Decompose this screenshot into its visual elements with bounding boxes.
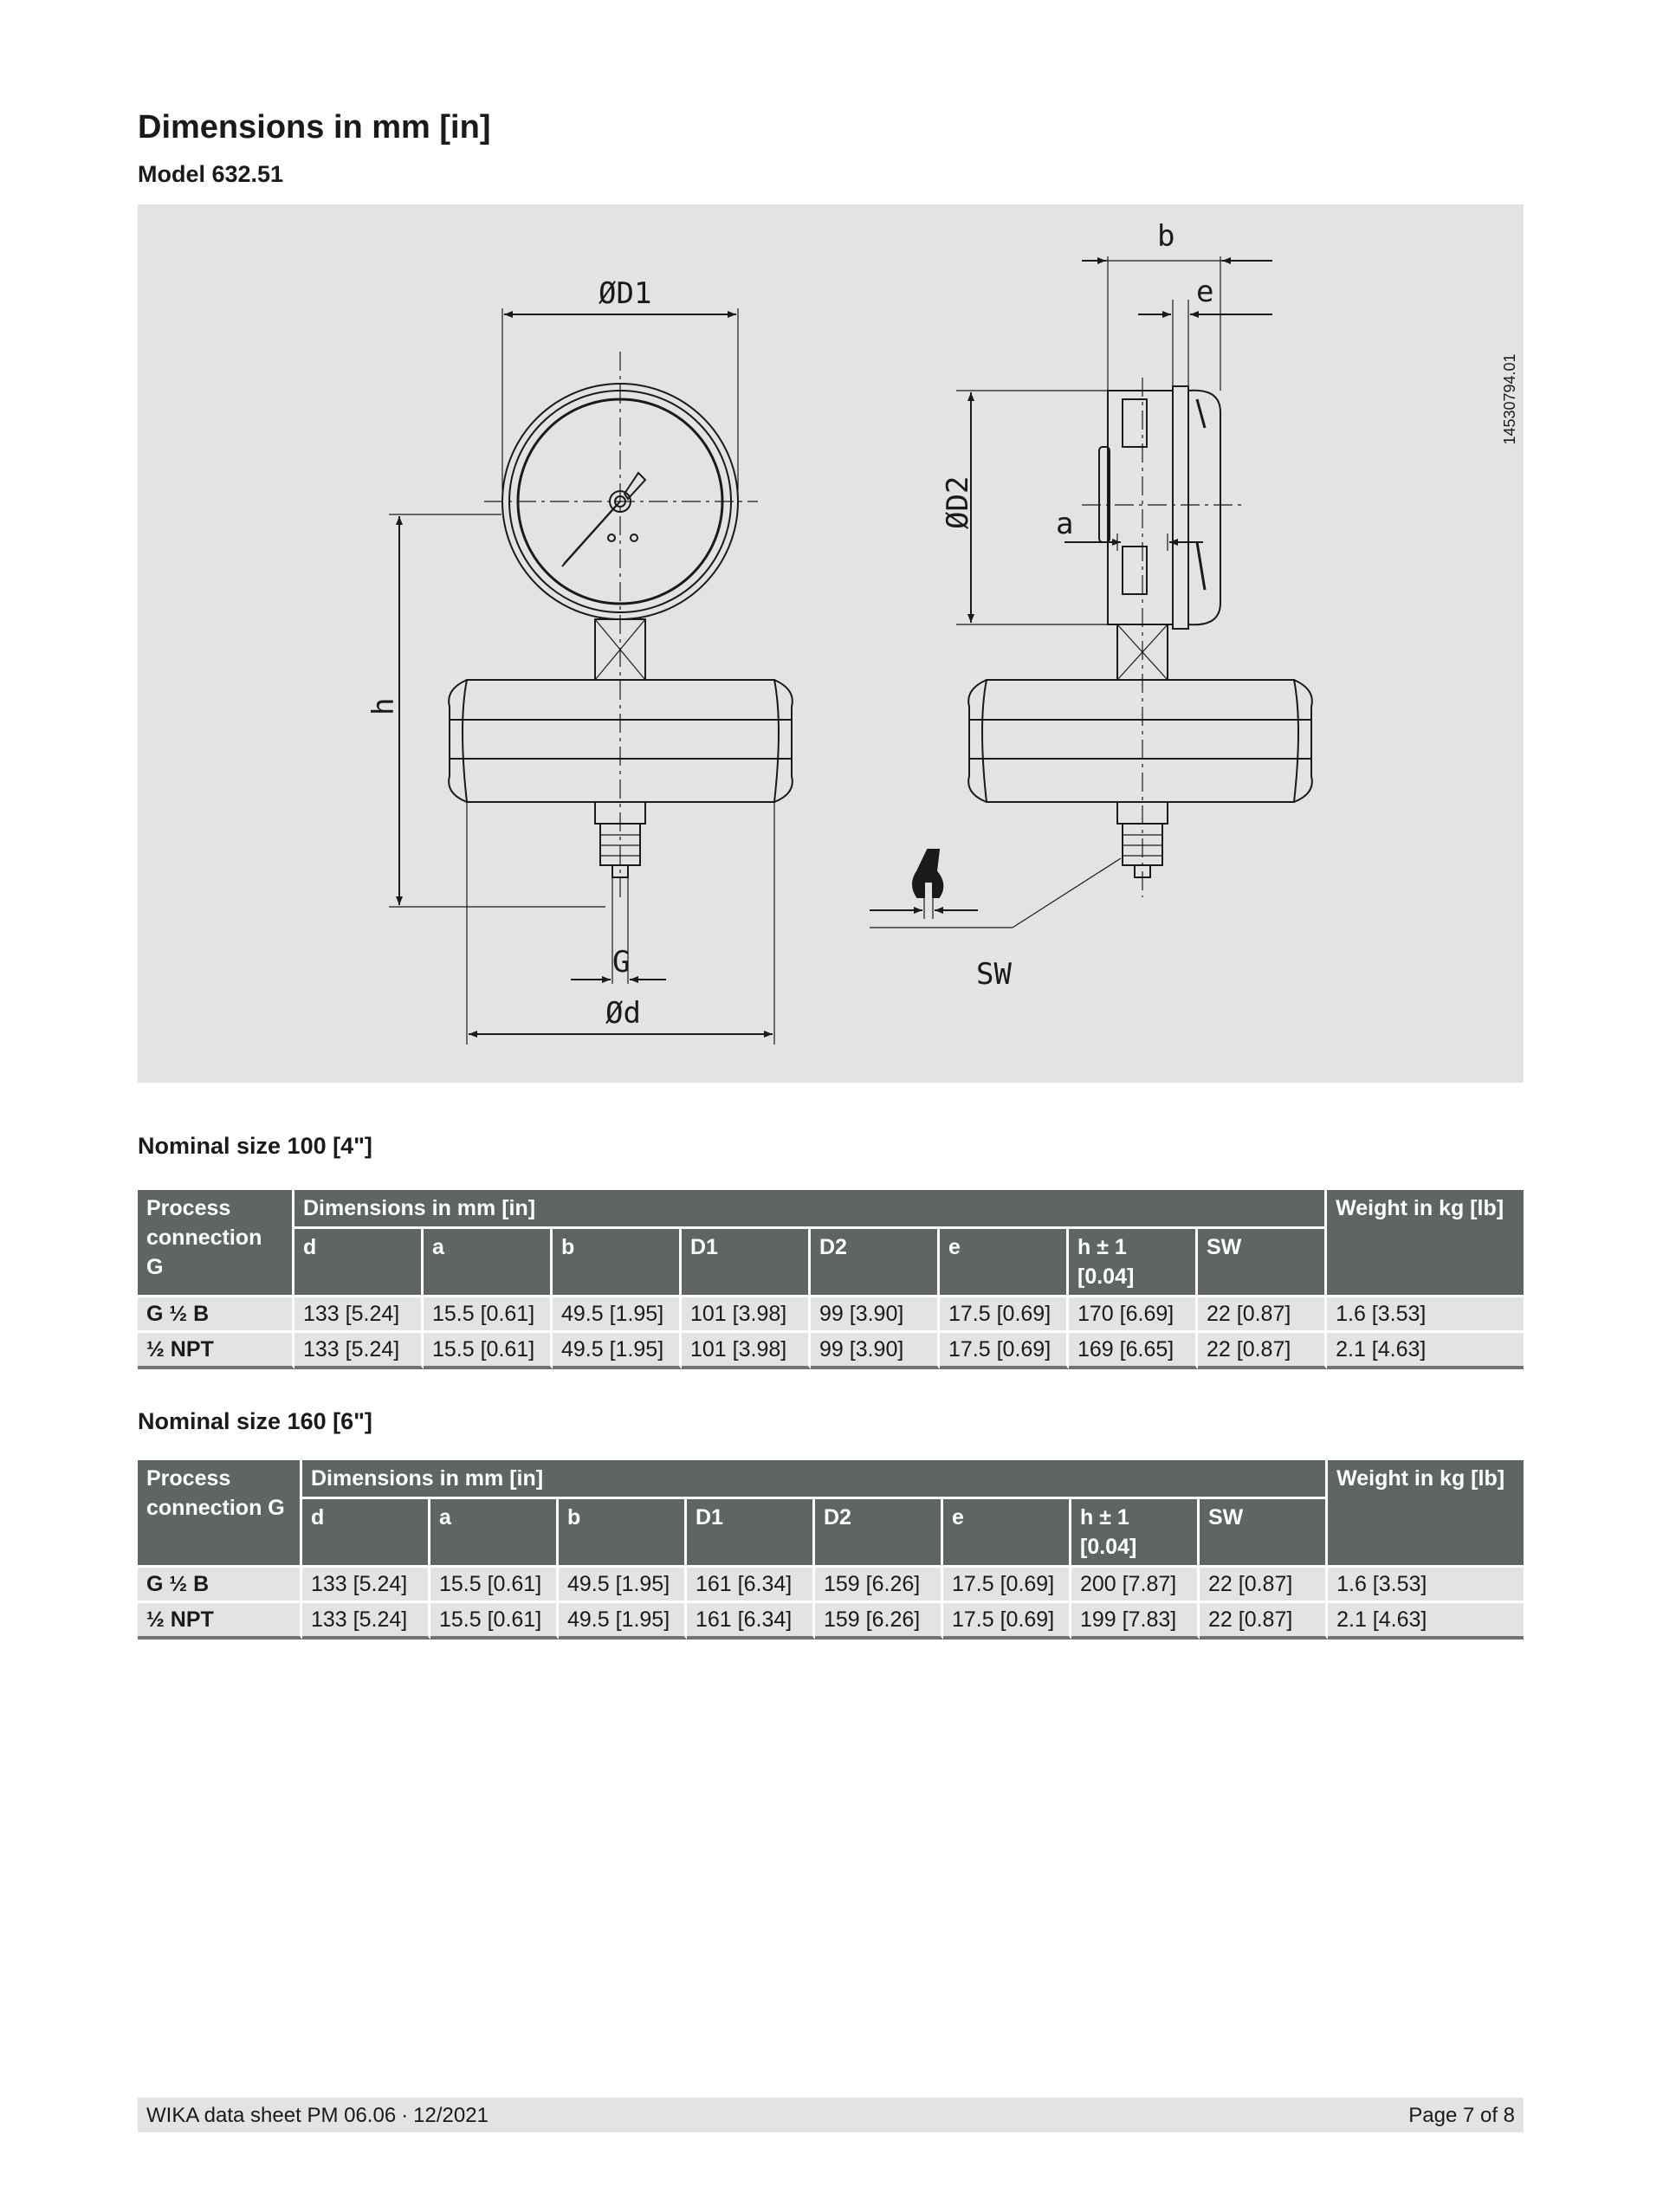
header-weight: Weight in kg [lb] bbox=[1328, 1460, 1524, 1568]
table-cell: 49.5 [1.95] bbox=[559, 1568, 687, 1603]
drawing-number: 14530794.01 bbox=[1501, 353, 1518, 445]
header-process-connection: Process connection G bbox=[138, 1460, 302, 1568]
table-cell: 2.1 [4.63] bbox=[1327, 1333, 1524, 1369]
table-cell: ½ NPT bbox=[138, 1603, 302, 1640]
table-cell: 200 [7.87] bbox=[1071, 1568, 1200, 1603]
dimension-drawing-svg bbox=[138, 204, 1524, 1083]
table-cell: 99 [3.90] bbox=[811, 1333, 940, 1369]
table-cell: 17.5 [0.69] bbox=[940, 1297, 1069, 1333]
table-row bbox=[138, 1297, 1524, 1333]
label-b: b bbox=[1157, 219, 1175, 254]
table-row bbox=[138, 1603, 1524, 1640]
side-dimensions bbox=[870, 256, 1272, 928]
table-cell: 22 [0.87] bbox=[1200, 1603, 1328, 1640]
label-d: Ød bbox=[605, 996, 641, 1031]
table-cell: 15.5 [0.61] bbox=[424, 1297, 553, 1333]
page-title: Dimensions in mm [in] bbox=[138, 109, 491, 146]
table-row bbox=[138, 1568, 1524, 1603]
table-cell: 161 [6.34] bbox=[687, 1568, 815, 1603]
section-title-size-100: Nominal size 100 [4"] bbox=[138, 1133, 372, 1159]
header-process-connection: Process connection G bbox=[138, 1190, 294, 1297]
header-col-a: a bbox=[424, 1229, 553, 1297]
table-cell: ½ NPT bbox=[138, 1333, 294, 1369]
label-e: e bbox=[1196, 275, 1214, 309]
table-cell: 49.5 [1.95] bbox=[553, 1333, 682, 1369]
header-col-SW: SW bbox=[1198, 1229, 1327, 1297]
table-cell: 49.5 [1.95] bbox=[559, 1603, 687, 1640]
table-cell: 15.5 [0.61] bbox=[424, 1333, 553, 1369]
header-col-D1: D1 bbox=[682, 1229, 811, 1297]
front-view bbox=[449, 352, 793, 897]
label-a: a bbox=[1056, 507, 1074, 541]
table-cell: 99 [3.90] bbox=[811, 1297, 940, 1333]
header-dimensions: Dimensions in mm [in] bbox=[302, 1460, 1328, 1499]
table-cell: 133 [5.24] bbox=[294, 1297, 424, 1333]
label-h: h bbox=[366, 697, 401, 715]
table-cell: G ½ B bbox=[138, 1297, 294, 1333]
table-cell: 22 [0.87] bbox=[1200, 1568, 1328, 1603]
model-subtitle: Model 632.51 bbox=[138, 161, 284, 187]
front-dimensions bbox=[389, 308, 774, 1045]
header-col-D1: D1 bbox=[687, 1499, 815, 1568]
header-col-D2: D2 bbox=[811, 1229, 940, 1297]
table-cell: G ½ B bbox=[138, 1568, 302, 1603]
header-col-D2: D2 bbox=[815, 1499, 943, 1568]
footer-document-id: WIKA data sheet PM 06.06 ∙ 12/2021 bbox=[146, 2104, 489, 2127]
header-col-h: h ± 1 [0.04] bbox=[1071, 1499, 1200, 1568]
table-cell: 15.5 [0.61] bbox=[430, 1568, 559, 1603]
header-col-e: e bbox=[943, 1499, 1071, 1568]
header-col-d: d bbox=[302, 1499, 430, 1568]
header-col-b: b bbox=[559, 1499, 687, 1568]
header-col-h: h ± 1 [0.04] bbox=[1069, 1229, 1198, 1297]
table-cell: 49.5 [1.95] bbox=[553, 1297, 682, 1333]
table-cell: 17.5 [0.69] bbox=[943, 1568, 1071, 1603]
header-col-b: b bbox=[553, 1229, 682, 1297]
table-cell: 169 [6.65] bbox=[1069, 1333, 1198, 1369]
header-dimensions: Dimensions in mm [in] bbox=[294, 1190, 1327, 1229]
header-col-a: a bbox=[430, 1499, 559, 1568]
table-cell: 133 [5.24] bbox=[302, 1603, 430, 1640]
dimension-drawing bbox=[138, 204, 1524, 1083]
dimensions-table-size-160 bbox=[138, 1460, 1524, 1640]
table-cell: 1.6 [3.53] bbox=[1327, 1297, 1524, 1333]
table-cell: 159 [6.26] bbox=[815, 1603, 943, 1640]
table-cell: 22 [0.87] bbox=[1198, 1297, 1327, 1333]
table-cell: 15.5 [0.61] bbox=[430, 1603, 559, 1640]
label-D1: ØD1 bbox=[599, 276, 652, 311]
footer-page-number: Page 7 of 8 bbox=[1408, 2104, 1515, 2127]
header-weight: Weight in kg [lb] bbox=[1327, 1190, 1524, 1297]
table-cell: 22 [0.87] bbox=[1198, 1333, 1327, 1369]
table-cell: 159 [6.26] bbox=[815, 1568, 943, 1603]
dimensions-table-size-100 bbox=[138, 1190, 1524, 1369]
table-cell: 133 [5.24] bbox=[294, 1333, 424, 1369]
table-cell: 17.5 [0.69] bbox=[943, 1603, 1071, 1640]
table-cell: 170 [6.69] bbox=[1069, 1297, 1198, 1333]
table-cell: 2.1 [4.63] bbox=[1328, 1603, 1524, 1640]
page-footer bbox=[138, 2098, 1524, 2132]
table-row bbox=[138, 1333, 1524, 1369]
table-cell: 1.6 [3.53] bbox=[1328, 1568, 1524, 1603]
header-col-e: e bbox=[940, 1229, 1069, 1297]
section-title-size-160: Nominal size 160 [6"] bbox=[138, 1408, 372, 1434]
table-cell: 17.5 [0.69] bbox=[940, 1333, 1069, 1369]
label-G: G bbox=[612, 945, 631, 980]
label-SW: SW bbox=[976, 957, 1012, 992]
table-cell: 199 [7.83] bbox=[1071, 1603, 1200, 1640]
table-cell: 133 [5.24] bbox=[302, 1568, 430, 1603]
header-col-d: d bbox=[294, 1229, 424, 1297]
side-view bbox=[968, 378, 1312, 897]
table-cell: 101 [3.98] bbox=[682, 1333, 811, 1369]
table-cell: 101 [3.98] bbox=[682, 1297, 811, 1333]
header-col-SW: SW bbox=[1200, 1499, 1328, 1568]
label-D2: ØD2 bbox=[941, 475, 975, 529]
table-cell: 161 [6.34] bbox=[687, 1603, 815, 1640]
